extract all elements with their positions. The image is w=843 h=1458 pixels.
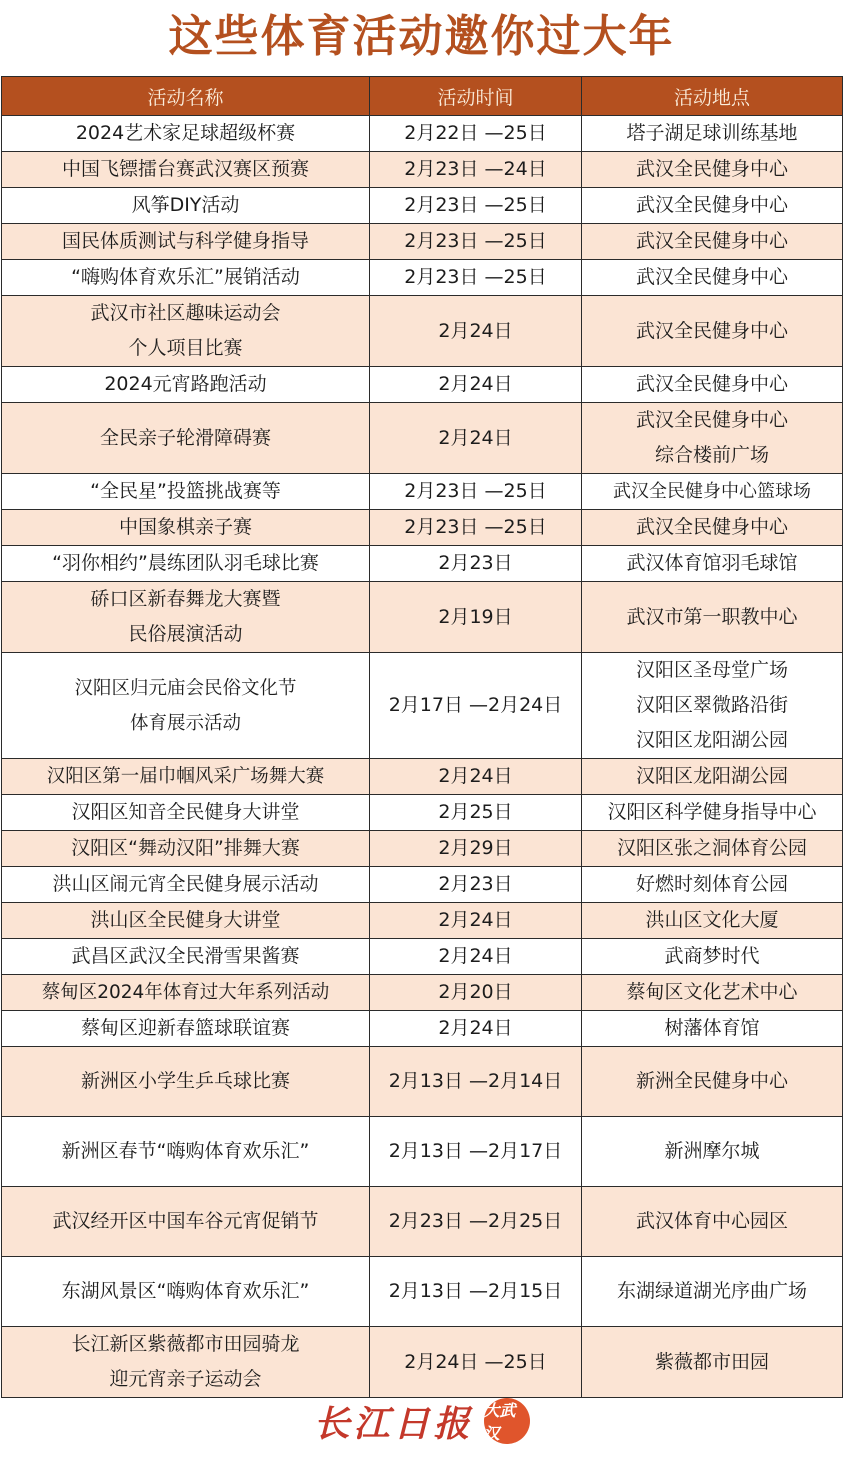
cell-time: 2月22日 —25日 bbox=[370, 116, 582, 152]
cell-name: 汉阳区第一届巾帼风采广场舞大赛 bbox=[2, 759, 370, 795]
cell-place: 武汉全民健身中心 bbox=[582, 260, 843, 296]
cell-time: 2月24日 bbox=[370, 367, 582, 403]
cell-time: 2月13日 —2月14日 bbox=[370, 1047, 582, 1117]
table-row bbox=[2, 510, 843, 546]
cell-time: 2月23日 —25日 bbox=[370, 260, 582, 296]
table-row bbox=[2, 152, 843, 188]
cell-name: 全民亲子轮滑障碍赛 bbox=[2, 403, 370, 474]
cell-time: 2月24日 bbox=[370, 1011, 582, 1047]
cell-place: 洪山区文化大厦 bbox=[582, 903, 843, 939]
table-row bbox=[2, 296, 843, 367]
cell-name: 新洲区春节“嗨购体育欢乐汇” bbox=[2, 1117, 370, 1187]
cell-time: 2月23日 bbox=[370, 867, 582, 903]
cell-place: 紫薇都市田园 bbox=[582, 1327, 843, 1398]
cell-time: 2月24日 bbox=[370, 403, 582, 474]
cell-name: 洪山区全民健身大讲堂 bbox=[2, 903, 370, 939]
column-header-time: 活动时间 bbox=[370, 77, 582, 116]
table-row bbox=[2, 224, 843, 260]
cell-place: 蔡甸区文化艺术中心 bbox=[582, 975, 843, 1011]
cell-name: 蔡甸区迎新春篮球联谊赛 bbox=[2, 1011, 370, 1047]
cell-place: 新洲全民健身中心 bbox=[582, 1047, 843, 1117]
cell-place: 武汉全民健身中心 bbox=[582, 188, 843, 224]
table-row bbox=[2, 831, 843, 867]
column-header-name: 活动名称 bbox=[2, 77, 370, 116]
table-row bbox=[2, 795, 843, 831]
cell-time: 2月23日 —2月25日 bbox=[370, 1187, 582, 1257]
events-table bbox=[1, 76, 843, 1398]
cell-name: 武汉经开区中国车谷元宵促销节 bbox=[2, 1187, 370, 1257]
table-row bbox=[2, 1257, 843, 1327]
table-row bbox=[2, 1011, 843, 1047]
column-header-place: 活动地点 bbox=[582, 77, 843, 116]
cell-place: 武汉全民健身中心 bbox=[582, 367, 843, 403]
cell-name: “嗨购体育欢乐汇”展销活动 bbox=[2, 260, 370, 296]
cell-place: 汉阳区圣母堂广场 汉阳区翠微路沿街 汉阳区龙阳湖公园 bbox=[582, 653, 843, 759]
page-title: 这些体育活动邀你过大年 bbox=[168, 11, 675, 62]
table-row bbox=[2, 546, 843, 582]
cell-place: 武汉全民健身中心 bbox=[582, 510, 843, 546]
cell-time: 2月17日 —2月24日 bbox=[370, 653, 582, 759]
footer bbox=[0, 1386, 843, 1456]
cell-name: 中国象棋亲子赛 bbox=[2, 510, 370, 546]
table-row bbox=[2, 367, 843, 403]
cell-place: 汉阳区张之洞体育公园 bbox=[582, 831, 843, 867]
table-header-row bbox=[2, 77, 843, 116]
cell-place: 武商梦时代 bbox=[582, 939, 843, 975]
table-row bbox=[2, 116, 843, 152]
cell-name: 洪山区闹元宵全民健身展示活动 bbox=[2, 867, 370, 903]
table-row bbox=[2, 903, 843, 939]
cell-place: 武汉体育馆羽毛球馆 bbox=[582, 546, 843, 582]
cell-time: 2月19日 bbox=[370, 582, 582, 653]
cell-time: 2月24日 bbox=[370, 939, 582, 975]
table-row bbox=[2, 759, 843, 795]
cell-time: 2月29日 bbox=[370, 831, 582, 867]
cell-place: 汉阳区龙阳湖公园 bbox=[582, 759, 843, 795]
cell-name: 汉阳区归元庙会民俗文化节 体育展示活动 bbox=[2, 653, 370, 759]
cell-place: 武汉体育中心园区 bbox=[582, 1187, 843, 1257]
newspaper-logo: 长江日报 bbox=[313, 1402, 474, 1445]
cell-time: 2月13日 —2月17日 bbox=[370, 1117, 582, 1187]
cell-name: 中国飞镖擂台赛武汉赛区预赛 bbox=[2, 152, 370, 188]
cell-place: 武汉市第一职教中心 bbox=[582, 582, 843, 653]
cell-name: 新洲区小学生乒乓球比赛 bbox=[2, 1047, 370, 1117]
cell-time: 2月23日 —25日 bbox=[370, 474, 582, 510]
cell-name: 2024元宵路跑活动 bbox=[2, 367, 370, 403]
cell-time: 2月24日 bbox=[370, 759, 582, 795]
cell-name: “羽你相约”晨练团队羽毛球比赛 bbox=[2, 546, 370, 582]
cell-time: 2月23日 —25日 bbox=[370, 224, 582, 260]
cell-time: 2月24日 bbox=[370, 903, 582, 939]
cell-time: 2月23日 —25日 bbox=[370, 510, 582, 546]
cell-name: 武昌区武汉全民滑雪果酱赛 bbox=[2, 939, 370, 975]
cell-time: 2月23日 bbox=[370, 546, 582, 582]
cell-name: 汉阳区“舞动汉阳”排舞大赛 bbox=[2, 831, 370, 867]
cell-name: 汉阳区知音全民健身大讲堂 bbox=[2, 795, 370, 831]
table-body bbox=[2, 116, 843, 1398]
brand-seal-icon: 大武汉 bbox=[484, 1398, 530, 1444]
cell-time: 2月23日 —24日 bbox=[370, 152, 582, 188]
cell-name: 国民体质测试与科学健身指导 bbox=[2, 224, 370, 260]
table-row bbox=[2, 653, 843, 759]
table-row bbox=[2, 474, 843, 510]
cell-place: 东湖绿道湖光序曲广场 bbox=[582, 1257, 843, 1327]
cell-time: 2月24日 bbox=[370, 296, 582, 367]
cell-time: 2月25日 bbox=[370, 795, 582, 831]
table-row bbox=[2, 188, 843, 224]
cell-place: 武汉全民健身中心 bbox=[582, 224, 843, 260]
cell-place: 武汉全民健身中心 综合楼前广场 bbox=[582, 403, 843, 474]
table-row bbox=[2, 260, 843, 296]
cell-name: 蔡甸区2024年体育过大年系列活动 bbox=[2, 975, 370, 1011]
cell-place: 好燃时刻体育公园 bbox=[582, 867, 843, 903]
cell-name: 长江新区紫薇都市田园骑龙 迎元宵亲子运动会 bbox=[2, 1327, 370, 1398]
cell-name: 风筝DIY活动 bbox=[2, 188, 370, 224]
cell-time: 2月24日 —25日 bbox=[370, 1327, 582, 1398]
table-row bbox=[2, 1187, 843, 1257]
cell-place: 新洲摩尔城 bbox=[582, 1117, 843, 1187]
table-row bbox=[2, 1047, 843, 1117]
cell-place: 武汉全民健身中心 bbox=[582, 152, 843, 188]
cell-name: 2024艺术家足球超级杯赛 bbox=[2, 116, 370, 152]
table-row bbox=[2, 867, 843, 903]
cell-place: 武汉全民健身中心 bbox=[582, 296, 843, 367]
cell-time: 2月20日 bbox=[370, 975, 582, 1011]
cell-time: 2月13日 —2月15日 bbox=[370, 1257, 582, 1327]
table-row bbox=[2, 582, 843, 653]
cell-name: “全民星”投篮挑战赛等 bbox=[2, 474, 370, 510]
cell-place: 武汉全民健身中心篮球场 bbox=[582, 474, 843, 510]
table-row bbox=[2, 403, 843, 474]
cell-name: 武汉市社区趣味运动会 个人项目比赛 bbox=[2, 296, 370, 367]
cell-time: 2月23日 —25日 bbox=[370, 188, 582, 224]
cell-place: 塔子湖足球训练基地 bbox=[582, 116, 843, 152]
cell-place: 汉阳区科学健身指导中心 bbox=[582, 795, 843, 831]
cell-place: 树藩体育馆 bbox=[582, 1011, 843, 1047]
table-row bbox=[2, 939, 843, 975]
cell-name: 硚口区新春舞龙大赛暨 民俗展演活动 bbox=[2, 582, 370, 653]
table-row bbox=[2, 975, 843, 1011]
cell-name: 东湖风景区“嗨购体育欢乐汇” bbox=[2, 1257, 370, 1327]
table-row bbox=[2, 1117, 843, 1187]
